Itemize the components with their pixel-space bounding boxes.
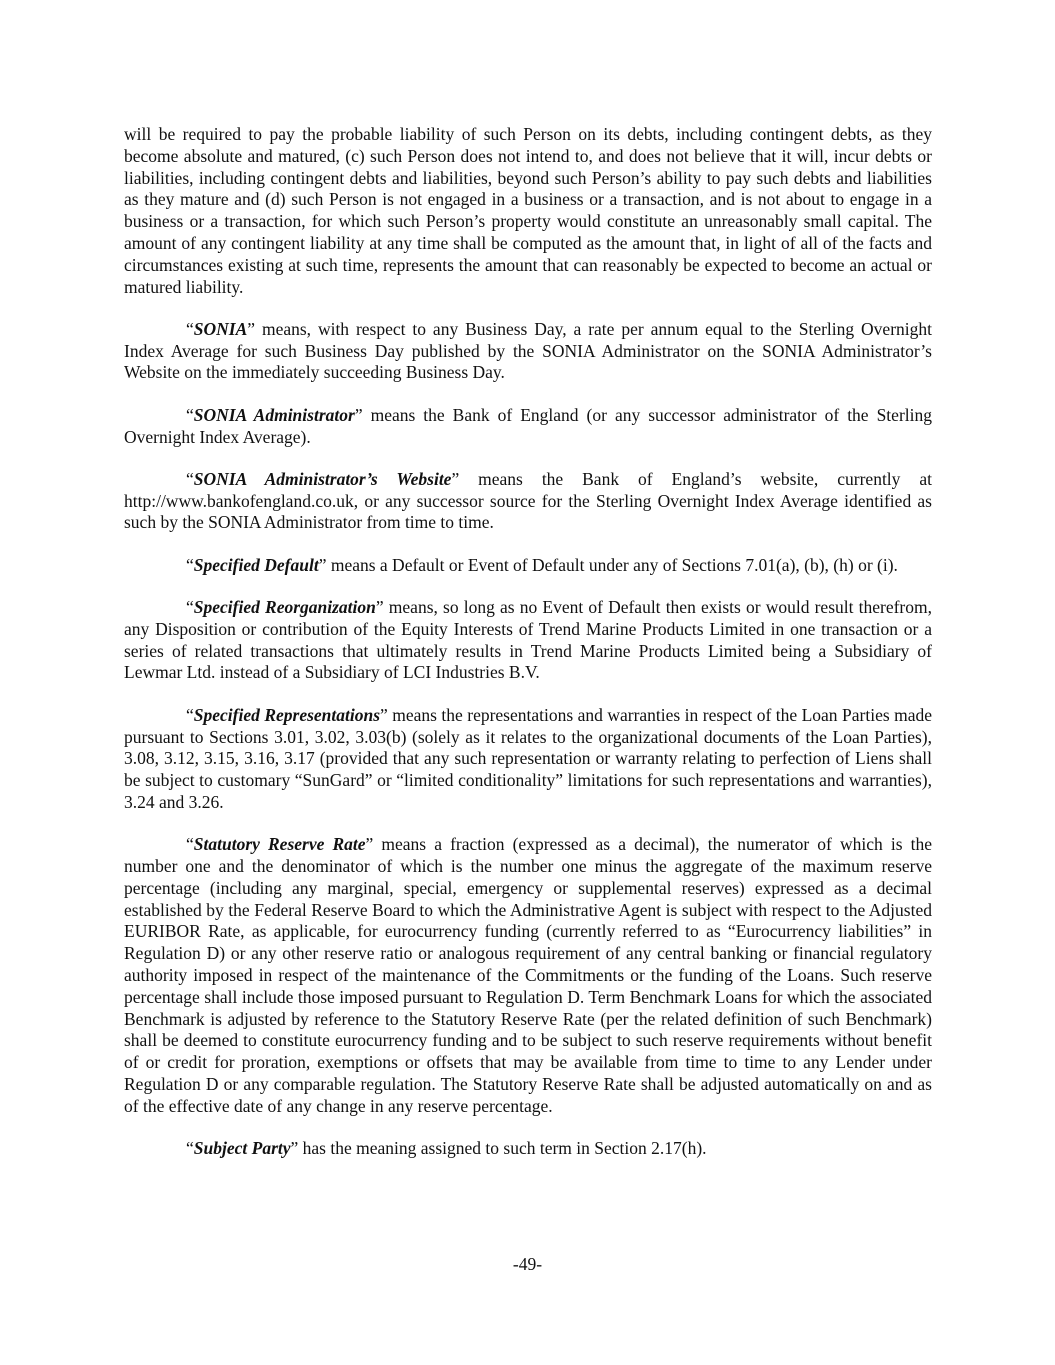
defined-term: Specified Default: [193, 554, 319, 575]
definition-specified-default: “Specified Default” means a Default or Event of Default under any of Sections 7.01(a), (b), (h) or (i).: [186, 554, 898, 575]
defined-term: Specified Reorganization: [193, 597, 376, 618]
definition-body: ” means a Default or Event of Default under any of Sections 7.01(a), (b), (h) or (i).: [318, 554, 898, 575]
defined-term: Specified Representations: [193, 704, 381, 725]
defined-term: SONIA: [193, 318, 248, 339]
definition-body: ” has the meaning assigned to such term in Section 2.17(h).: [290, 1138, 707, 1159]
defined-term: Statutory Reserve Rate: [193, 834, 366, 855]
definition-body: ” means the Bank of England’s website, currently at http://www.bankofengland.co.uk, or any successor source for the Sterling Overnight Index Average identified as such by the SONIA Administrator from time to time.: [124, 468, 932, 533]
page-number: -49-: [512, 1254, 543, 1274]
defined-term: SONIA Administrator’s Website: [193, 468, 452, 489]
definition-sonia-administrator: “SONIA Administrator” means the Bank of England (or any successor administrator of the Sterling Overnight Index Average).: [124, 404, 932, 447]
definition-sonia: “SONIA” means, with respect to any Business Day, a rate per annum equal to the Sterling Overnight Index Average for such Business Day published by the SONIA Administrator on the SONIA Administrator’s Website on the immediately succeeding Business Day.: [124, 318, 932, 383]
definition-body: ” means the Bank of England (or any successor administrator of the Sterling Overnight Index Average).: [124, 404, 932, 447]
definition-sonia-administrators-website: “SONIA Administrator’s Website” means the Bank of England’s website, currently at http://www.bankofengland.co.uk, or any successor source for the Sterling Overnight Index Average identified as such by the SONIA Administrator from time to time.: [124, 468, 932, 533]
continuation-paragraph: will be required to pay the probable liability of such Person on its debts, including contingent debts, as they become absolute and matured, (c) such Person does not intend to, and does not believe that it will, incur debts or liabilities, including contingent debts and liabilities, beyond such Person’s ability to pay such debts and liabilities as they mature and (d) such Person is not engaged in a business or a transaction, and is not about to engage in a business or a transaction, for which such Person’s property would constitute an unreasonably small capital. The amount of any contingent liability at any time shall be computed as the amount that, in light of all of the facts and circumstances existing at such time, represents the amount that can reasonably be expected to become an actual or matured liability.: [124, 124, 932, 297]
definition-specified-representations: “Specified Representations” means the representations and warranties in respect of the Loan Parties made pursuant to Sections 3.01, 3.02, 3.03(b) (solely as it relates to the organizational documents of the Loan Parties), 3.08, 3.12, 3.15, 3.16, 3.17 (provided that any such representation or warranty relating to perfection of Liens shall be subject to customary “SunGard” or “limited conditionality” limitations for such representations and warranties), 3.24 and 3.26.: [124, 704, 932, 812]
defined-term: SONIA Administrator: [193, 404, 355, 425]
definition-body: ” means the representations and warranties in respect of the Loan Parties made pursuant to Sections 3.01, 3.02, 3.03(b) (solely as it relates to the organizational documents of the Loan Parties), 3.08, 3.12, 3.15, 3.16, 3.17 (provided that any such representation or warranty relating to perfection of Liens shall be subject to customary “SunGard” or “limited conditionality” limitations for such representations and warranties), 3.24 and 3.26.: [124, 704, 932, 812]
definition-body: ” means a fraction (expressed as a decimal), the numerator of which is the number one and the denominator of which is the number one minus the aggregate of the maximum reserve percentage (including any marginal, special, emergency or supplemental reserves) expressed as a decimal established by the Federal Reserve Board to which the Administrative Agent is subject with respect to the Adjusted EURIBOR Rate, as applicable, for eurocurrency funding (currently referred to as “Eurocurrency liabilities” in Regulation D) or any other reserve ratio or analogous requirement of any central banking or financial regulatory authority imposed in respect of the maintenance of the Commitments or the funding of the Loans. Such reserve percentage shall include those imposed pursuant to Regulation D. Term Benchmark Loans for which the associated Benchmark is adjusted by reference to the Statutory Reserve Rate (per the related definition of such Benchmark) shall be deemed to constitute eurocurrency funding and to be subject to such reserve requirements without benefit of or credit for proration, exemptions or offsets that may be available from time to time to any Lender under Regulation D or any comparable regulation. The Statutory Reserve Rate shall be adjusted automatically on and as of the effective date of any change in any reserve percentage.: [124, 834, 932, 1116]
document-page: [124, 124, 932, 1180]
definition-statutory-reserve-rate: “Statutory Reserve Rate” means a fraction (expressed as a decimal), the numerator of which is the number one and the denominator of which is the number one minus the aggregate of the maximum reserve percentage (including any marginal, special, emergency or supplemental reserves) expressed as a decimal established by the Federal Reserve Board to which the Administrative Agent is subject with respect to the Adjusted EURIBOR Rate, as applicable, for eurocurrency funding (currently referred to as “Eurocurrency liabilities” in Regulation D) or any other reserve ratio or analogous requirement of any central banking or financial regulatory authority imposed in respect of the maintenance of the Commitments or the funding of the Loans. Such reserve percentage shall include those imposed pursuant to Regulation D. Term Benchmark Loans for which the associated Benchmark is adjusted by reference to the Statutory Reserve Rate (per the related definition of such Benchmark) shall be deemed to constitute eurocurrency funding and to be subject to such reserve requirements without benefit of or credit for proration, exemptions or offsets that may be available from time to time to any Lender under Regulation D or any comparable regulation. The Statutory Reserve Rate shall be adjusted automatically on and as of the effective date of any change in any reserve percentage.: [124, 834, 932, 1116]
definition-specified-reorganization: “Specified Reorganization” means, so long as no Event of Default then exists or would result therefrom, any Disposition or contribution of the Equity Interests of Trend Marine Products Limited in one transaction or a series of related transactions that ultimately results in Trend Marine Products Limited being a Subsidiary of Lewmar Ltd. instead of a Subsidiary of LCI Industries B.V.: [124, 597, 932, 683]
definition-body: ” means, with respect to any Business Day, a rate per annum equal to the Sterling Overnight Index Average for such Business Day published by the SONIA Administrator on the SONIA Administrator’s Website on the immediately succeeding Business Day.: [124, 318, 932, 383]
definition-subject-party: “Subject Party” has the meaning assigned to such term in Section 2.17(h).: [186, 1138, 707, 1159]
definition-body: ” means, so long as no Event of Default then exists or would result therefrom, any Disposition or contribution of the Equity Interests of Trend Marine Products Limited in one transaction or a series of related transactions that ultimately results in Trend Marine Products Limited being a Subsidiary of Lewmar Ltd. instead of a Subsidiary of LCI Industries B.V.: [124, 597, 932, 683]
defined-term: Subject Party: [193, 1138, 291, 1159]
